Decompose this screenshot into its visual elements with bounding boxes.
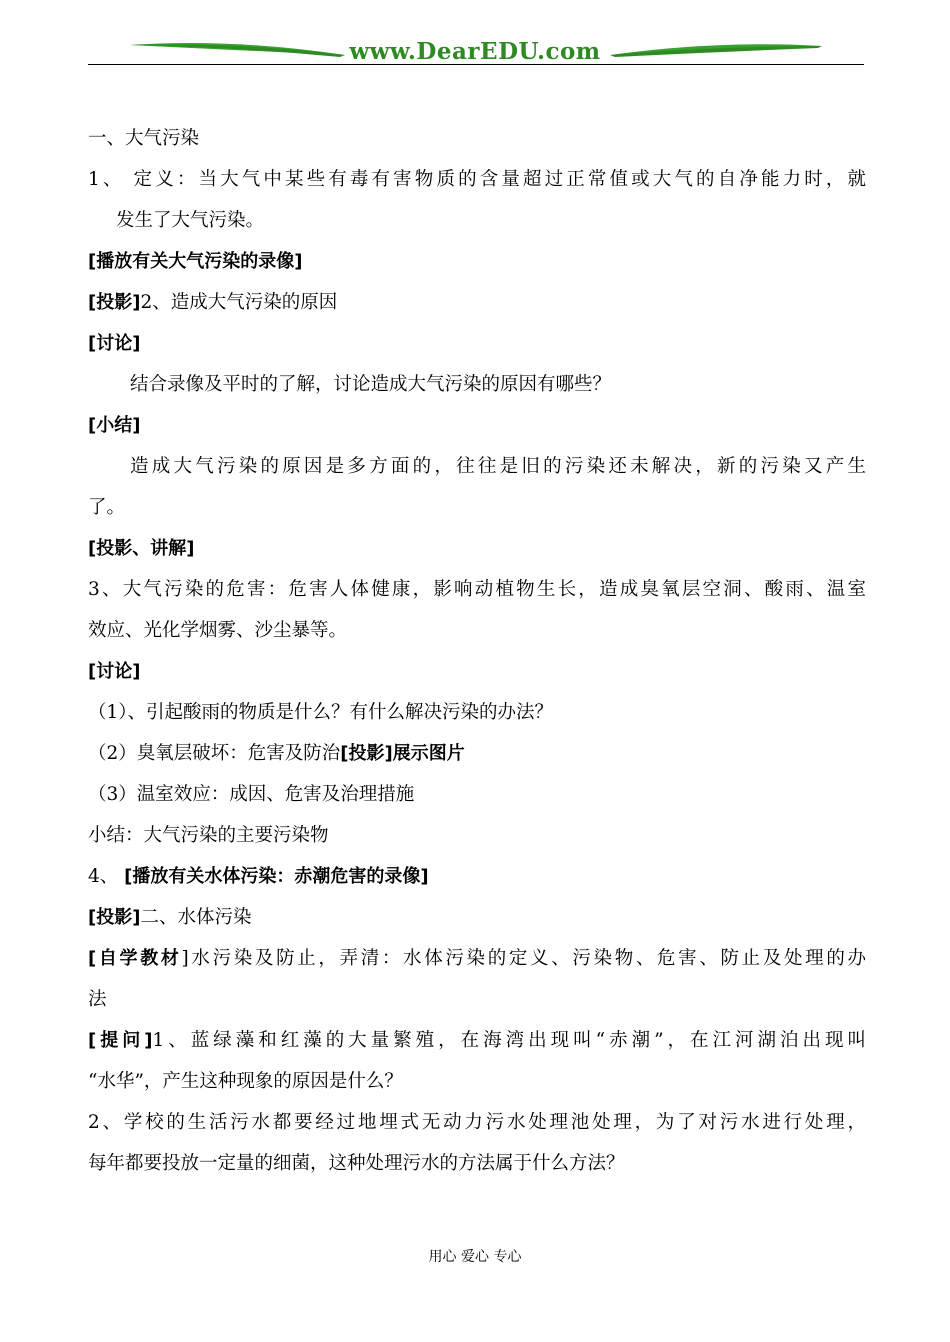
list-item-acid-rain: （1）、引起酸雨的物质是什么？有什么解决污染的办法？	[88, 702, 554, 723]
section-heading-air-pollution: 一、大气污染	[88, 128, 200, 149]
line-water-pollution	[88, 897, 866, 938]
tag-play-video: [播放有关大气污染的录像]	[88, 251, 303, 272]
section-heading-water-pollution: 二、水体污染	[140, 907, 252, 928]
tag-self-study: [自学教材	[88, 948, 182, 969]
line-projection-causes	[88, 282, 866, 323]
line-self-study-cont: 法	[88, 989, 107, 1010]
line-self-study	[88, 938, 866, 979]
list-item-ozone	[88, 733, 866, 774]
page-header	[0, 0, 950, 80]
text-self-study: ]水污染及防止，弄清：水体污染的定义、污染物、危害、防止及处理的办	[181, 948, 866, 969]
document-body	[88, 118, 866, 1184]
text-ozone: （2）臭氧层破坏：危害及防治	[88, 743, 341, 764]
site-logo[interactable]: www.DearEDU.com	[349, 38, 601, 65]
paragraph-summary: 造成大气污染的原因是多方面的，往往是旧的污染还未解决，新的污染又产生	[130, 456, 866, 477]
page-footer: 用心 爱心 专心	[428, 1249, 522, 1265]
text-causes: 2、造成大气污染的原因	[140, 292, 338, 313]
tag-question: [提问]	[88, 1030, 153, 1051]
line-question-1	[88, 1020, 866, 1061]
paragraph-summary-cont: 了。	[88, 497, 126, 518]
line-question-2: 2、学校的生活污水都要经过地埋式无动力污水处理池处理，为了对污水进行处理，	[88, 1112, 866, 1133]
tag-discussion-2: [讨论]	[88, 661, 141, 682]
tag-projection-water: [投影]	[88, 907, 141, 928]
paragraph-definition-cont: 发生了大气污染。	[116, 210, 265, 231]
tag-summary: [小结]	[88, 415, 141, 436]
tag-play-water-video: [播放有关水体污染：赤潮危害的录像]	[124, 866, 429, 887]
line-question-2-cont: 每年都要投放一定量的细菌，这种处理污水的方法属于什么方法？	[88, 1153, 625, 1174]
line-question-1-cont: “水华”，产生这种现象的原因是什么？	[88, 1071, 403, 1092]
tag-discussion: [讨论]	[88, 333, 141, 354]
paragraph-discussion: 结合录像及平时的了解，讨论造成大气污染的原因有哪些？	[130, 374, 612, 395]
paragraph-harms: 3、大气污染的危害：危害人体健康，影响动植物生长，造成臭氧层空洞、酸雨、温室	[88, 579, 866, 600]
header-divider	[88, 64, 864, 65]
tag-projection: [投影]	[88, 292, 141, 313]
paragraph-definition: 1、 定义：当大气中某些有毒有害物质的含量超过正常值或大气的自净能力时，就	[88, 169, 866, 190]
tag-projection-explain: [投影、讲解]	[88, 538, 195, 559]
paragraph-harms-cont: 效应、光化学烟雾、沙尘暴等。	[88, 620, 348, 641]
tag-projection-images: [投影]展示图片	[340, 743, 465, 764]
text-number-4: 4、	[88, 866, 125, 887]
text-question-1: 1、蓝绿藻和红藻的大量繁殖，在海湾出现叫“赤潮”，在江河湖泊出现叫	[152, 1030, 866, 1051]
list-item-greenhouse: （3）温室效应：成因、危害及治理措施	[88, 784, 415, 805]
paragraph-main-pollutants: 小结：大气污染的主要污染物	[88, 825, 329, 846]
line-water-video	[88, 856, 866, 897]
